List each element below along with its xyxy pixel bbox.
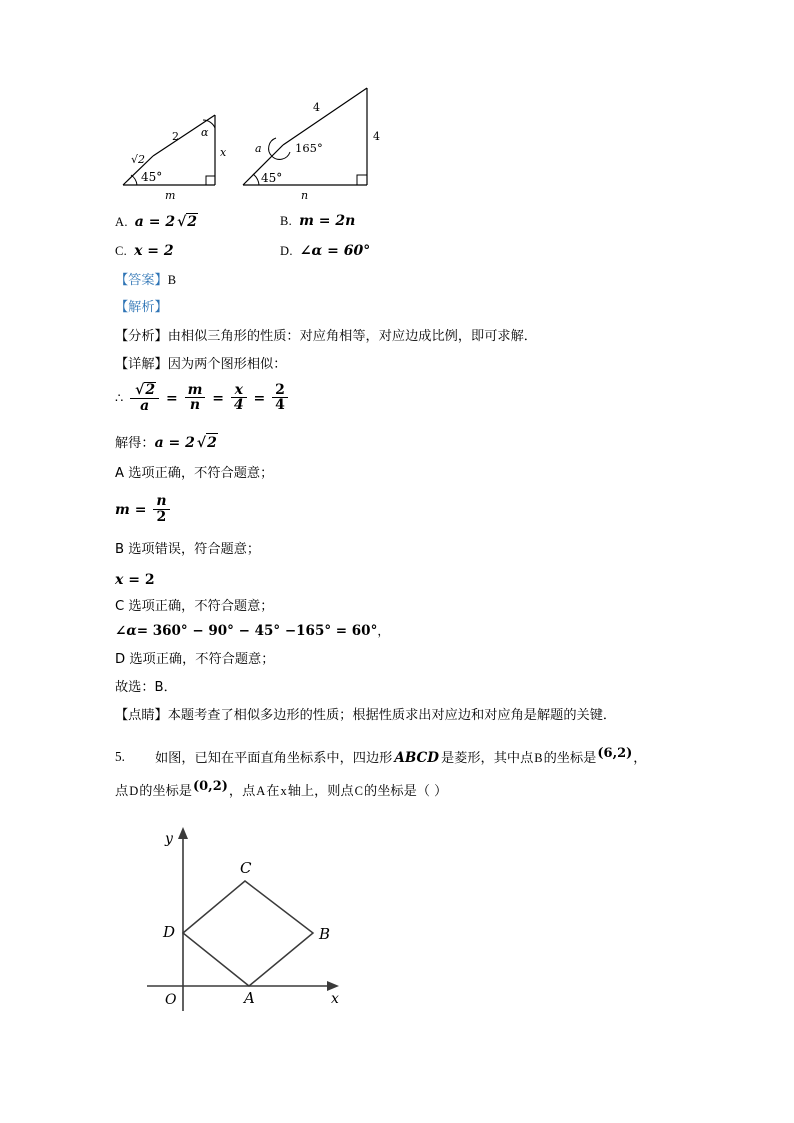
label-45deg-right: 45° — [261, 171, 283, 185]
label-alpha: α — [201, 126, 209, 139]
frac-m-over-n: $\frac{m}{n}$ — [185, 383, 206, 413]
q5-l2-p5: 轴上，则点 — [287, 784, 354, 799]
q5-l2-p4: 在 — [266, 784, 280, 799]
q5-l2-c: C — [354, 784, 364, 798]
step-a-line: A 选项正确，不符合题意； — [115, 466, 274, 481]
vertex-label-D: D — [163, 923, 176, 941]
q5-l1-abcd: ABCD — [394, 750, 439, 766]
q5-l2-p3: ，点 — [228, 784, 256, 799]
equation-m: m = $\frac{n}{2}$ — [115, 495, 172, 525]
dianjing-tag: 【点睛】 — [115, 708, 168, 723]
option-a-letter: A. — [115, 215, 128, 229]
q5-l1-p2: 是菱形，其中点 — [440, 751, 534, 766]
label-4-upper: 4 — [313, 101, 320, 114]
option-a-math: a = 2 √2 — [134, 214, 198, 230]
q5-l1-p1: 如图，已知在平面直角坐标系中，四边形 — [155, 751, 393, 766]
frac-n-over-2: $\frac{n}{2}$ — [153, 494, 169, 524]
q5-l2-p2: 的坐标是 — [139, 784, 192, 799]
answer-tag: 【答案】 — [115, 273, 168, 288]
option-a[interactable] — [115, 213, 198, 230]
answer-line — [115, 271, 176, 290]
frac-2-over-4: $\frac{2}{4}$ — [272, 383, 288, 413]
option-d[interactable] — [280, 243, 370, 259]
label-4-side: 4 — [373, 130, 380, 143]
label-x: x — [220, 146, 227, 159]
q5-l2-p6: 的坐标是（ ） — [364, 784, 448, 799]
q5-l1-p3: 的坐标是 — [543, 751, 597, 766]
label-sqrt2: √2 — [131, 153, 146, 166]
q5-l2-d: D — [129, 784, 139, 798]
label-a: a — [255, 142, 262, 155]
xiangjie-text: 因为两个图形相似： — [167, 357, 287, 372]
question5-number: 5. — [115, 749, 125, 764]
label-m: m — [165, 189, 176, 202]
frac-sqrt2-over-a: $\frac{√2}{a}$ — [130, 382, 159, 413]
equation-alpha: ∠α= 360° − 90° − 45° −165° = 60°， — [115, 623, 390, 639]
q5-l1-coord-b: (6,2) — [597, 746, 633, 761]
step-d-line: D 选项正确，不符合题意； — [115, 652, 275, 667]
q5-l2-coord-d: (0,2) — [192, 779, 228, 794]
axis-x-label: x — [331, 991, 339, 1007]
conclusion-line — [115, 679, 177, 697]
dianjing-line — [115, 707, 616, 725]
label-165deg: 165° — [295, 141, 323, 155]
option-b[interactable] — [280, 213, 355, 229]
option-b-math: m = 2n — [299, 213, 356, 229]
option-d-math: ∠α = 60° — [299, 243, 371, 259]
option-c-math: x = 2 — [134, 243, 174, 259]
option-row-2 — [115, 243, 675, 269]
vertex-label-B: B — [319, 925, 331, 943]
q5-l2-a: A — [256, 784, 266, 798]
q5-l2-x: x — [280, 784, 287, 798]
origin-label: O — [165, 992, 177, 1008]
equation-x: x = 2 — [115, 572, 155, 588]
analysis-tag: 【解析】 — [115, 300, 168, 315]
option-row-1 — [115, 213, 675, 239]
option-c[interactable] — [115, 243, 174, 259]
frac-x-over-4: $\frac{x}{4}$ — [231, 383, 247, 413]
question5-line-1 — [155, 746, 647, 768]
step-c-line: C 选项正确，不符合题意； — [115, 599, 274, 614]
figure-similar-triangles — [115, 78, 405, 203]
solve-line — [115, 433, 218, 453]
q5-l1-b: B — [534, 751, 543, 765]
label-2: 2 — [172, 130, 179, 143]
fenxi-tag: 【分析】 — [115, 329, 168, 344]
label-45deg-left: 45° — [141, 170, 163, 184]
q5-l2-p1: 点 — [115, 784, 129, 799]
conclusion-text: 故选：B． — [115, 680, 177, 695]
label-n: n — [301, 189, 309, 202]
figure-rhombus-coordinate-plane — [145, 823, 375, 1023]
dianjing-text: 本题考查了相似多边形的性质；根据性质求出对应边和对应角是解题的关键． — [167, 708, 617, 723]
xiangjie-tag: 【详解】 — [115, 357, 168, 372]
option-d-letter: D. — [280, 244, 293, 258]
step-b-line: B 选项错误，符合题意； — [115, 542, 261, 557]
q5-l1-end: ， — [633, 751, 647, 766]
solve-label: 解得： — [115, 436, 155, 451]
fenxi-text: 由相似三角形的性质：对应角相等，对应边成比例，即可求解． — [167, 329, 537, 344]
option-c-letter: C. — [115, 244, 128, 258]
option-b-letter: B. — [280, 214, 293, 228]
xiangjie-line — [115, 356, 286, 374]
vertex-label-C: C — [240, 859, 252, 877]
vertex-label-A: A — [244, 989, 255, 1007]
fenxi-line — [115, 328, 537, 346]
answer-value: B — [167, 273, 177, 287]
axis-y-label: y — [165, 831, 173, 847]
solve-value: a = 2 √2 — [154, 435, 217, 451]
question5-line-2 — [115, 779, 448, 801]
proportion-equation: ∴ $\frac{√2}{a}$ = $\frac{m}{n}$ = $\frac{x}{4}$ = $\frac{2}{4}$ — [115, 383, 290, 414]
